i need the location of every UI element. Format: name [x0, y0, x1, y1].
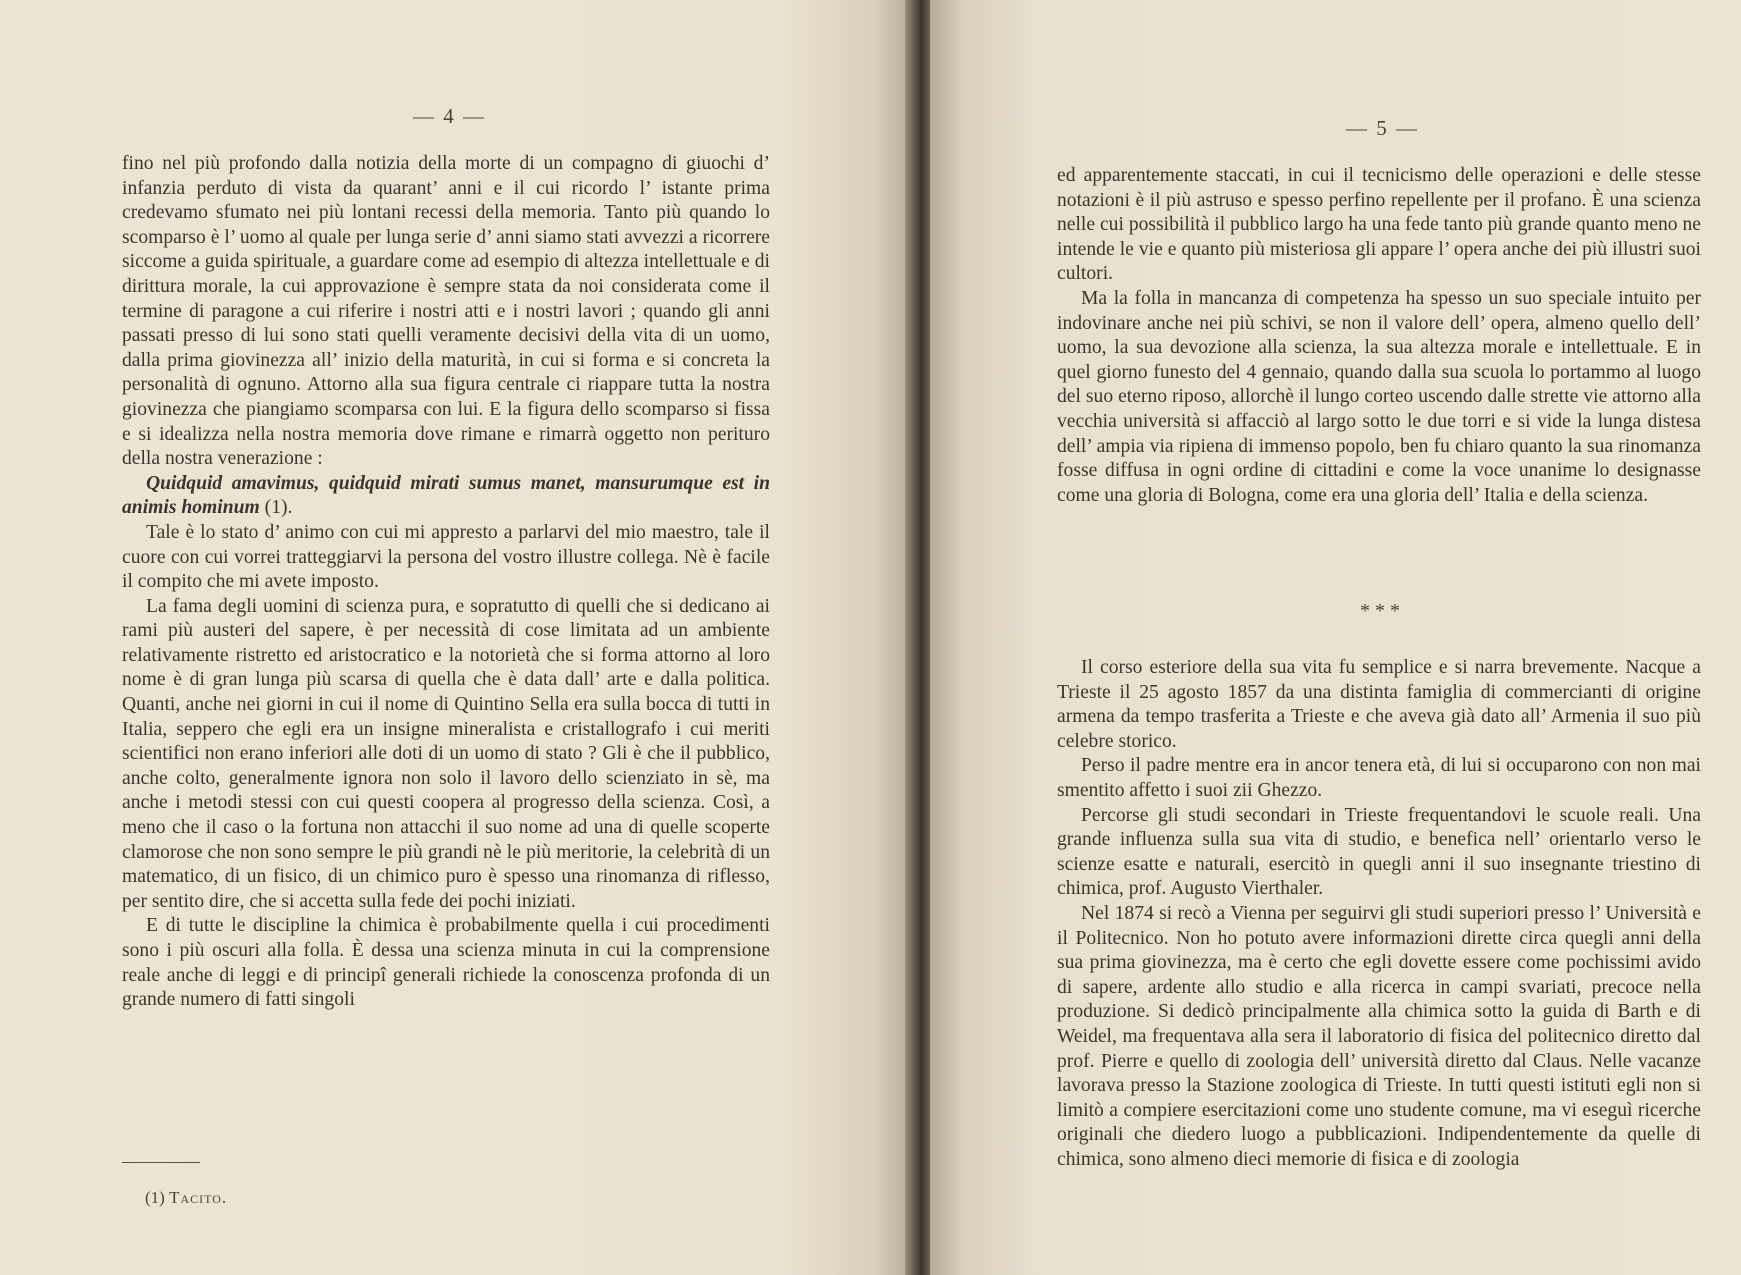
footnote-author: Tacito. — [169, 1188, 228, 1207]
paragraph: Il corso esteriore della sua vita fu semplice e si narra brevemente. Nacque a Trieste il 25 agosto 1857 da una distinta famiglia di commercianti di origine armena da tempo trasferita a Trieste e che aveva già dato all’ Armenia il suo più celebre storico. — [1057, 657, 1701, 752]
left-page-body — [122, 152, 770, 1013]
paragraph: Nel 1874 si recò a Vienna per seguirvi gli studi superiori presso l’ Università e il Politecnico. Non ho potuto avere informazioni dirette circa quegli anni della sua prima giovinezza, ma è certo che egli dovette essere come pochissimi avido di sapere, ardente allo studio e alla ricerca in campi svariati, precoce nella produzione. Si dedicò principalmente alla chimica sotto la guida di Barth e di Weidel, ma frequentava alla sera il laboratorio di fisica del politecnico diretto dal prof. Pierre e quello di zoologia dell’ università diretto dal Claus. Nelle vacanze lavorava presso la Stazione zoologica di Trieste. In tutti questi istituti egli non si limitò a compiere esercitazioni come uno studente comune, ma vi eseguì ricerche originali che diedero luogo a pubblicazioni. Indipendentemente da quelle di chimica, sono almeno dieci memorie di fisica e di zoologia — [1057, 902, 1701, 1170]
quote-text: Quidquid amavimus, quidquid mirati sumus manet, mansurumque est in animis hominum — [122, 472, 770, 519]
page-number-right: — 5 — — [1346, 116, 1419, 140]
paragraph: ed apparentemente staccati, in cui il tecnicismo delle operazioni e delle stesse notazioni è il più astruso e spesso perfino repellente per il profano. È una scienza nelle cui possibilità il pubblico largo ha una fede tanto più grande quanto meno ne intende le vie e quanto più misteriosa gli appare l’ opera anche dei più illustri suoi cultori. — [1057, 165, 1701, 285]
paragraph: Ma la folla in mancanza di competenza ha spesso un suo speciale intuito per indovinare anche nei più schivi, se non il valore dell’ opera, almeno quello dell’ uomo, la sua devozione alla scienza, la sua altezza morale e intellettuale. E in quel giorno funesto del 4 gennaio, quando dalla sua scuola lo portammo al luogo del suo eterno riposo, allorchè il lungo corteo uscendo dalle strette vie attorno alla vecchia università si affacciò al largo sotto le due torri e si vide la lunga distesa dell’ ampia via ripiena di immenso popolo, ben fu chiaro quanto la sua rinomanza fosse diffusa in ogni ordine di cittadini e come la voce unanime lo designasse come una gloria di Bologna, come era una gloria dell’ Italia e della scienza. — [1057, 287, 1701, 506]
paragraph: La fama degli uomini di scienza pura, e sopratutto di quelli che si dedicano ai rami più austeri del sapere, è per necessità di cose limitata ad un ambiente relativamente ristretto ed aristocratico e la notorietà che si forma attorno al loro nome è di gran lunga più scarsa di quella che è data dall’ arte e dalla politica. Quanti, anche nei giorni in cui il nome di Quintino Sella era sulla bocca di tutti in Italia, seppero che egli era un insigne mineralista e cristallografo i cui meriti scientifici non erano inferiori alle doti di un uomo di stato ? Gli è che il pubblico, anche colto, generalmente ignora non solo il lavoro dello scienziato in sè, ma anche i metodi stessi con cui questi coopera al progresso della scienza. Così, a meno che il caso o la fortuna non attacchi il suo nome ad una di quelle scoperte clamorose che non sono sempre le più grandi nè le più meritorie, la celebrità di un matematico, di un fisico, di un chimico puro è spesso una rinomanza di riflesso, per sentito dire, che si accetta sulla fede dei pochi iniziati. — [122, 595, 770, 912]
footnote — [145, 1188, 227, 1208]
right-page-body-bottom — [1057, 656, 1701, 1172]
paragraph: Percorse gli studi secondari in Trieste frequentandovi le scuole reali. Una grande influenza sulla sua vita di studio, e benefica nell’ orientarlo verso le scienze esatte e naturali, esercitò in quegli anni il suo insegnante triestino di chimica, prof. Augusto Vierthaler. — [1057, 804, 1701, 900]
paragraph: Perso il padre mentre era in ancor tenera età, di lui si occuparono con non mai smentito affetto i suoi zii Ghezzo. — [1057, 755, 1701, 801]
right-page-body-top — [1057, 164, 1701, 508]
paragraph: Tale è lo stato d’ animo con cui mi appresto a parlarvi del mio maestro, tale il cuore con cui vorrei tratteggiarvi la persona del vostro illustre collega. Nè è facile il compito che mi avete imposto. — [122, 521, 770, 593]
latin-quote — [122, 472, 770, 521]
quote-ref: (1). — [264, 497, 293, 519]
paragraph: fino nel più profondo dalla notizia della morte di un compagno di giuochi d’ infanzia perduto di vista da quarant’ anni e il cui ricordo l’ istante prima credevamo sfumato nei più lontani recessi della memoria. Tanto più quando lo scomparso è l’ uomo al quale per lunga serie d’ anni siamo stati avvezzi a ricorrere siccome a guida spirituale, a guardare come ad esempio di altezza intellettuale e di dirittura morale, la cui approvazione è sempre stata da noi considerata come il termine di paragone a cui riferire i nostri atti e i nostri lavori ; quando gli anni passati presso di lui sono stati quelli veramente decisivi della vita di un uomo, dalla prima giovinezza all’ inizio della maturità, in cui si forma e si concreta la personalità di ognuno. Attorno alla sua figura centrale ci riappare tutta la nostra giovinezza che piangiamo scomparsa con lui. E la figura dello scomparso si fissa e si idealizza nella nostra memoria dove rimane e rimarrà oggetto non perituro della nostra venerazione : — [122, 153, 770, 470]
paragraph: E di tutte le discipline la chimica è probabilmente quella i cui procedimenti sono i più oscuri alla folla. È dessa una scienza minuta in cui la comprensione reale anche di leggi e di principî generali richiede la conoscenza profonda di un grande numero di fatti singoli — [122, 915, 770, 1011]
page-number-left: — 4 — — [413, 104, 486, 128]
footnote-rule — [122, 1162, 200, 1163]
footnote-mark: (1) — [145, 1188, 165, 1207]
right-page — [930, 0, 1741, 1275]
section-separator: * * * — [1360, 600, 1400, 622]
